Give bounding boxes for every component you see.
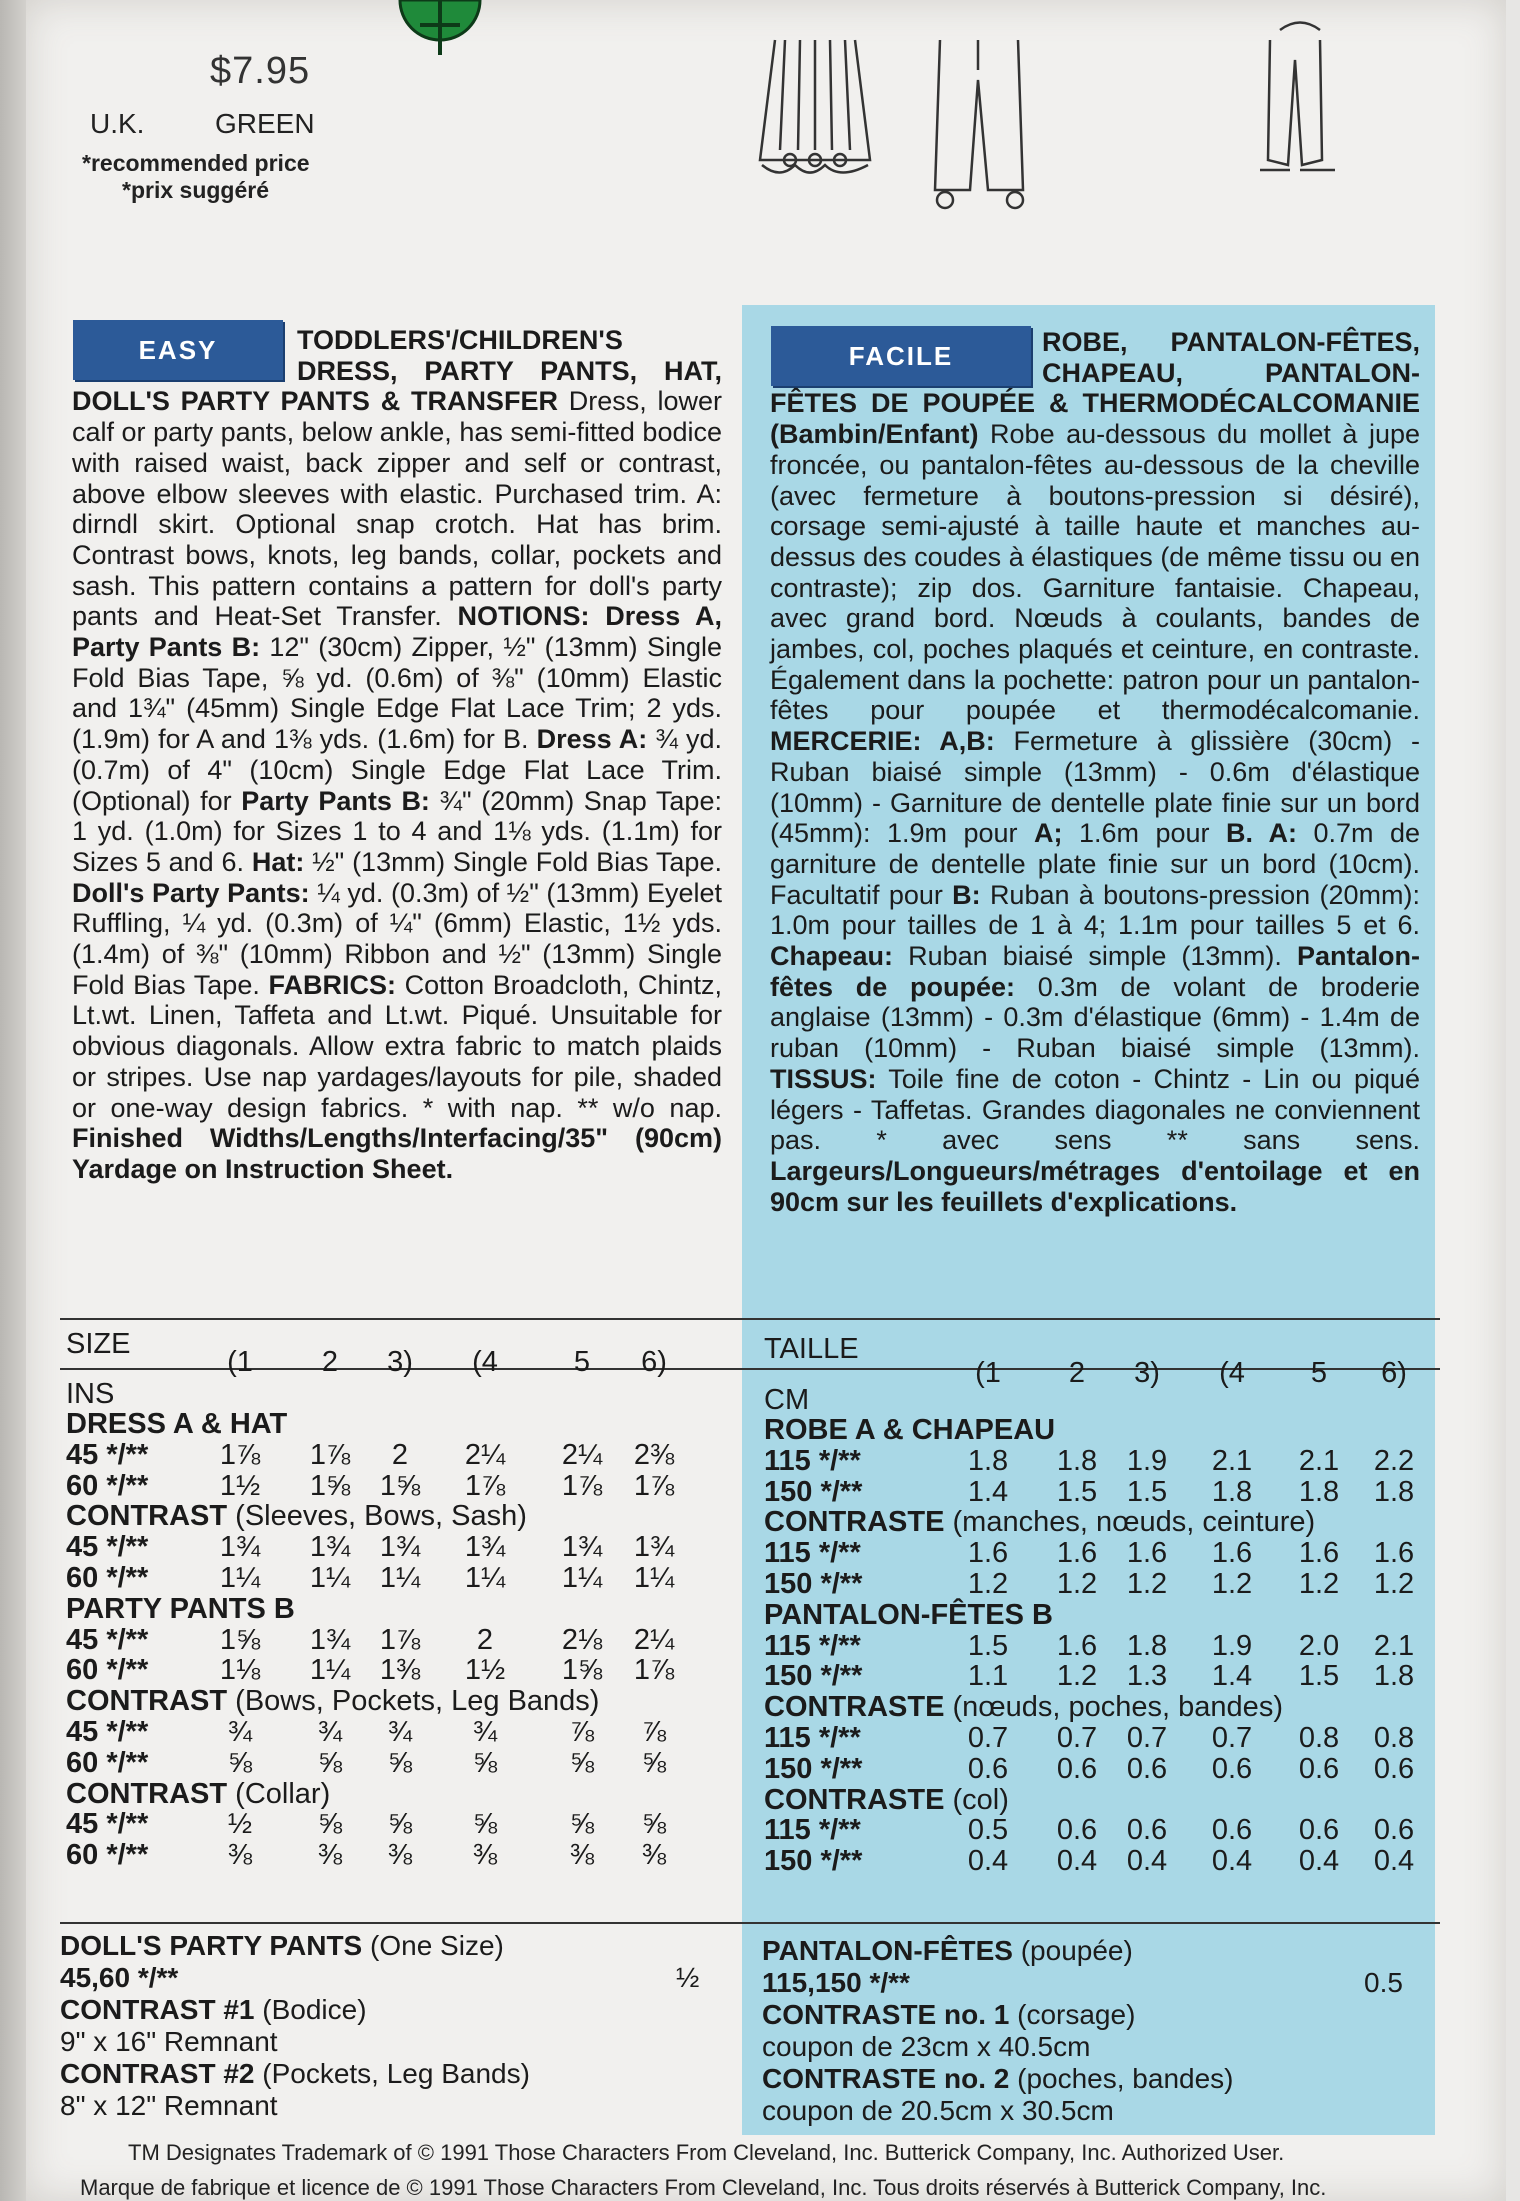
en-cell: 2⅜ — [633, 1438, 675, 1471]
dress-a-label: Dress A: — [536, 724, 648, 755]
en-row-label — [66, 1562, 148, 1595]
doll-title-sub-fr: (poupée) — [1020, 1935, 1133, 1966]
en-cell: 1¼ — [561, 1562, 603, 1594]
fr-row-label — [764, 1476, 862, 1509]
fr-cell: 1.8 — [1373, 1660, 1415, 1693]
fr-cell: 0.5 — [967, 1814, 1009, 1847]
en-cell: ⅝ — [317, 1808, 343, 1841]
fr-row-label-text: 115 */** — [764, 1444, 861, 1477]
fr-row-label-sub: (nœuds, poches, bandes) — [952, 1691, 1283, 1724]
fr-cell: 1.6 — [1056, 1537, 1098, 1570]
doll-title-sub-en: (One Size) — [370, 1930, 504, 1961]
en-row-label-sub: (Bows, Pockets, Leg Bands) — [235, 1685, 600, 1718]
en-row-label-text: 60 */** — [66, 1746, 149, 1779]
en-cell: 2⅛ — [561, 1623, 603, 1656]
doll-contrast2-sub-en: (Pockets, Leg Bands) — [262, 2058, 530, 2089]
unit-label-fr: CM — [764, 1384, 810, 1416]
dress-sketch — [760, 40, 870, 173]
fr-cell: 0.4 — [1126, 1845, 1168, 1878]
fr-cell: 0.6 — [1126, 1814, 1168, 1847]
price: $7.95 — [210, 50, 311, 92]
dress-a-text: ¾ yd. (0.7m) of 4" (10cm) Single Edge Flat Lace Trim. (Optional) for — [72, 724, 722, 816]
en-cell: 2¼ — [561, 1438, 603, 1471]
trademark-line-fr: Marque de fabrique et licence de © 1991 Those Characters From Cleveland, Inc. Tous droits réservés à Butterick Company, Inc. — [80, 2175, 1327, 2200]
mercerie-b2-label: B: — [952, 879, 981, 910]
en-row-label-text: PARTY PANTS B — [66, 1592, 295, 1625]
tissus-label: TISSUS: — [770, 1063, 877, 1094]
en-size-col-1: (1 — [227, 1346, 253, 1379]
en-row-label — [66, 1685, 599, 1718]
fr-cell: 1.2 — [1211, 1568, 1253, 1600]
fr-cell: 1.6 — [967, 1537, 1009, 1570]
en-row-label-text: 60 */** — [66, 1654, 149, 1687]
fr-row-label-text: 150 */** — [764, 1752, 863, 1785]
en-size-col-6: 6) — [641, 1346, 667, 1379]
en-cell: 1⅞ — [464, 1469, 506, 1502]
garment-sketches — [740, 0, 1440, 215]
fr-row-label — [764, 1414, 1055, 1447]
fr-cell: 1.4 — [1211, 1660, 1253, 1693]
fr-row-label — [764, 1537, 861, 1570]
en-row-label-text: 45 */** — [66, 1716, 149, 1748]
en-row-label — [66, 1624, 148, 1657]
fr-cell: 0.6 — [1211, 1752, 1253, 1785]
doll-contrast2-remnant-en: 8" x 12" Remnant — [60, 2090, 278, 2121]
fr-cell: 1.8 — [1373, 1475, 1415, 1508]
fr-row-label-text: ROBE A & CHAPEAU — [764, 1414, 1056, 1446]
green-logo-icon — [395, 0, 485, 80]
mercerie-text-3: 0.7m de garniture de dentelle plate finie sur un bord (10cm). Facultatif pour — [770, 818, 1420, 910]
doll-contrast1-remnant-en: 9" x 16" Remnant — [60, 2026, 278, 2057]
fr-cell: 0.6 — [1056, 1752, 1098, 1785]
fr-row-label-text: CONTRASTE — [764, 1506, 945, 1539]
en-cell: ¾ — [387, 1716, 413, 1748]
en-cell: 1⅝ — [379, 1469, 421, 1502]
tissus-text: Toile fine de coton - Chintz - Lin ou piqué légers - Taffetas. Grandes diagonales ne conviennent pas. * avec sens ** sans sens. — [770, 1063, 1421, 1156]
fr-row-label — [764, 1753, 862, 1786]
fr-row-label — [764, 1599, 1053, 1632]
en-cell: 2¼ — [464, 1438, 506, 1471]
english-title: TODDLERS'/CHILDREN'S DRESS, PARTY PANTS, HAT, DOLL'S PARTY PANTS & TRANSFER — [72, 325, 722, 417]
fr-row-label-text: 150 */** — [764, 1660, 863, 1693]
doll-label: Doll's Party Pants: — [72, 877, 310, 908]
en-cell: ⅝ — [569, 1808, 595, 1841]
fr-cell: 0.6 — [1373, 1752, 1415, 1785]
en-row-label — [66, 1593, 295, 1626]
en-row-label-text: 45 */** — [66, 1808, 149, 1841]
fr-row-label-text: PANTALON-FÊTES B — [764, 1598, 1053, 1631]
mercerie-b-label: B. A: — [1226, 818, 1297, 849]
en-cell: ⅜ — [472, 1839, 498, 1872]
fr-size-col-4: (4 — [1219, 1357, 1245, 1390]
fr-row-label — [764, 1568, 862, 1601]
en-row-label-text: 60 */** — [66, 1469, 149, 1502]
en-cell: 1¼ — [309, 1654, 351, 1687]
en-row-label — [66, 1654, 148, 1687]
fr-cell: 1.8 — [967, 1444, 1009, 1477]
fr-cell: 1.6 — [1298, 1537, 1340, 1570]
en-cell: 1⅞ — [561, 1469, 603, 1502]
uk-label: U.K. — [90, 108, 145, 139]
en-cell: 1⅞ — [633, 1654, 675, 1687]
french-title: ROBE, PANTALON-FÊTES, CHAPEAU, PANTALON-FÊTES DE POUPÉE & THERMODÉCALCOMANIE (Bambin/Enfant) — [770, 327, 1420, 450]
chart-doll-rule — [60, 1922, 1440, 1924]
fr-cell: 0.4 — [967, 1845, 1009, 1878]
fr-cell: 2.1 — [1298, 1444, 1340, 1477]
fr-cell: 1.1 — [967, 1660, 1009, 1693]
easy-badge: EASY — [73, 320, 283, 380]
party-pants-sketch — [935, 40, 1023, 208]
notions-text: 12" (30cm) Zipper, ½" (13mm) Single Fold Bias Tape, ⅝ yd. (0.6m) of ⅜" (10mm) Elastic and 1¾" (45mm) Single Edge Flat Lace Trim; 2 yds. (1.9m) for A and 1⅜ yds. (1.6m) for B. — [72, 632, 722, 755]
facile-badge: FACILE — [771, 326, 1031, 386]
party-pants-b-text: ¾" (20mm) Snap Tape: 1 yd. (1.0m) for Sizes 1 to 4 and 1⅛ yds. (1.1m) for Sizes 5 and 6. — [72, 785, 722, 877]
fr-row-label-text: CONTRASTE — [764, 1783, 945, 1816]
fr-cell: 2.0 — [1298, 1629, 1340, 1662]
en-cell: 1⅞ — [633, 1469, 675, 1502]
fr-row-label — [764, 1722, 861, 1755]
fr-cell: 1.2 — [967, 1568, 1009, 1600]
fr-cell: 0.8 — [1298, 1722, 1340, 1754]
en-cell: 2 — [391, 1438, 409, 1471]
en-cell: ¾ — [472, 1716, 498, 1748]
doll-text: ¼ yd. (0.3m) of ½" (13mm) Eyelet Ruffling, ¼ yd. (0.3m) of ¼" (6mm) Elastic, 1½ yds. (1.4m) of ⅜" (10mm) Ribbon and ½" (13mm) Single Fold Bias Tape. — [72, 877, 722, 1000]
en-cell: ⅜ — [387, 1839, 413, 1872]
en-row-label-text: CONTRAST — [66, 1685, 228, 1718]
mercerie-label: MERCERIE: A,B: — [770, 726, 995, 757]
fr-cell: 1.3 — [1126, 1660, 1168, 1693]
doll-row-en: 45,60 */** — [60, 1962, 179, 1993]
fr-cell: 0.7 — [967, 1722, 1009, 1754]
fr-cell: 1.6 — [1126, 1537, 1168, 1570]
trademark-line-en: TM Designates Trademark of © 1991 Those Characters From Cleveland, Inc. Butterick Company, Inc. Authorized User. — [128, 2140, 1285, 2165]
fr-row-label-text: 115 */** — [764, 1629, 861, 1662]
doll-contrast1-sub-fr: (corsage) — [1017, 1999, 1136, 2030]
en-row-label — [66, 1778, 330, 1811]
en-cell: 1⅞ — [379, 1623, 421, 1656]
fr-cell: 0.6 — [1056, 1814, 1098, 1847]
fr-cell: 0.8 — [1373, 1722, 1415, 1754]
mercerie-text-4: Ruban à boutons-pression (20mm): 1.0m pour tailles de 1 à 4; 1.1m pour tailles 5 et 6. — [770, 879, 1420, 941]
doll-contrast2-en: CONTRAST #2 — [60, 2058, 255, 2089]
fr-cell: 1.8 — [1056, 1444, 1098, 1477]
fr-row-label-text: 150 */** — [764, 1845, 863, 1878]
doll-row-value-en: ½ — [676, 1962, 700, 1993]
en-cell: ⅝ — [472, 1746, 498, 1779]
fr-size-col-2: 2 — [1068, 1357, 1086, 1390]
fr-cell: 0.4 — [1211, 1845, 1253, 1878]
fr-cell: 1.6 — [1373, 1537, 1415, 1570]
en-row-label — [66, 1808, 148, 1841]
en-cell: ⅝ — [317, 1746, 343, 1779]
doll-row-value-fr: 0.5 — [1364, 1967, 1403, 1998]
party-pants-b-label: Party Pants B: — [241, 785, 430, 816]
fr-row-label-text: CONTRASTE — [764, 1691, 945, 1724]
en-cell: 2¼ — [633, 1623, 675, 1656]
poupee-label: Pantalon-fêtes de poupée: — [770, 941, 1420, 1002]
taille-header: TAILLE — [764, 1333, 859, 1365]
fr-cell: 1.5 — [1056, 1475, 1098, 1508]
fr-size-col-3: 3) — [1134, 1357, 1160, 1390]
en-cell: ⅝ — [472, 1808, 498, 1841]
en-cell: 1¼ — [633, 1562, 675, 1594]
en-cell: ½ — [227, 1808, 253, 1841]
fr-size-col-5: 5 — [1310, 1357, 1328, 1390]
french-description-text: Robe au-dessous du mollet à jupe froncée, ou pantalon-fêtes au-dessous de la cheville (avec fermeture à boutons-pression si désiré), corsage semi-ajusté à taille haute et manches au-dessus des coudes à élastiques (de même tissu ou en contraste); zip dos. Garniture fantaisie. Chapeau, avec grand bord. Nœuds à coulants, bandes de jambes, col, poches plaqués et ceinture, en contraste. Également dans la pochette: patron pour un pantalon-fêtes pour poupée et thermodécalcomanie. — [770, 419, 1420, 726]
size-header: SIZE — [66, 1328, 131, 1360]
fr-cell: 0.6 — [967, 1752, 1009, 1785]
en-row-label-sub: (Sleeves, Bows, Sash) — [235, 1500, 527, 1533]
fr-row-label — [764, 1660, 862, 1693]
en-size-col-3: 3) — [387, 1346, 413, 1379]
fr-row-label — [764, 1845, 862, 1878]
en-row-label-text: DRESS A & HAT — [66, 1408, 288, 1440]
fabrics-text: Cotton Broadcloth, Chintz, Lt.wt. Linen, Taffeta and Lt.wt. Piqué. Unsuitable for obvious diagonals. Allow extra fabric to match plaids or stripes. Use nap yardages/layouts for pile, shaded or one-way design fabrics. * with nap. ** w/o nap. — [72, 969, 722, 1123]
en-cell: ⅝ — [387, 1808, 413, 1841]
en-size-col-5: 5 — [573, 1346, 591, 1379]
fr-row-label-sub: (manches, nœuds, ceinture) — [952, 1506, 1316, 1539]
fr-cell: 1.9 — [1211, 1629, 1253, 1662]
fr-cell: 1.2 — [1056, 1660, 1098, 1693]
fr-row-label-text: 115 */** — [764, 1722, 861, 1754]
doll-contrast1-en: CONTRAST #1 — [60, 1994, 255, 2025]
en-cell: 1¾ — [309, 1623, 351, 1656]
fr-row-label — [764, 1784, 1009, 1817]
doll-title-en: DOLL'S PARTY PANTS — [60, 1930, 363, 1961]
doll-contrast1-sub-en: (Bodice) — [262, 1994, 367, 2025]
fr-size-col-1: (1 — [975, 1357, 1001, 1390]
fr-cell: 1.9 — [1126, 1444, 1168, 1477]
fr-cell: 0.6 — [1211, 1814, 1253, 1847]
en-row-label — [66, 1470, 148, 1503]
en-row-label — [66, 1531, 148, 1564]
en-row-label — [66, 1716, 148, 1749]
en-cell: 1¼ — [464, 1562, 506, 1594]
en-cell: ⅝ — [387, 1746, 413, 1779]
en-cell: 1½ — [219, 1469, 261, 1502]
doll-contrast2-remnant-fr: coupon de 20.5cm x 30.5cm — [762, 2095, 1114, 2126]
doll-contrast2-sub-fr: (poches, bandes) — [1017, 2063, 1234, 2094]
notions-label: NOTIONS: Dress A, Party Pants B: — [72, 601, 722, 663]
en-row-label-text: 45 */** — [66, 1531, 149, 1564]
en-cell: 1¼ — [379, 1562, 421, 1594]
largeurs-label: Largeurs/Longueurs/métrages d'entoilage et en 90cm sur les feuillets d'explications. — [770, 1155, 1420, 1217]
doll-contrast1-fr: CONTRASTE no. 1 — [762, 1999, 1010, 2030]
unit-label-en: INS — [66, 1378, 115, 1410]
fr-row-label-text: 150 */** — [764, 1568, 863, 1600]
en-row-label — [66, 1500, 527, 1533]
fr-cell: 1.5 — [1298, 1660, 1340, 1693]
fr-cell: 1.2 — [1298, 1568, 1340, 1600]
fr-row-label — [764, 1445, 861, 1478]
en-row-label-text: 45 */** — [66, 1438, 149, 1471]
en-cell: 1⅞ — [309, 1438, 351, 1471]
fr-cell: 0.6 — [1298, 1752, 1340, 1785]
en-cell: 1⅛ — [219, 1654, 261, 1687]
fr-cell: 0.6 — [1298, 1814, 1340, 1847]
en-cell: 1⅜ — [379, 1654, 421, 1687]
en-row-label-text: CONTRAST — [66, 1777, 228, 1810]
en-cell: ⅝ — [641, 1808, 667, 1841]
fr-row-label-text: 115 */** — [764, 1537, 861, 1570]
english-description-text: Dress, lower calf or party pants, below ankle, has semi-fitted bodice with raised waist, back zipper and self or contrast, above elbow sleeves with elastic. Purchased trim. A: dirndl skirt. Optional snap crotch. Hat has brim. Contrast bows, knots, leg bands, collar, pockets and sash. This pattern contains a pattern for doll's party pants and Heat-Set Transfer. — [72, 386, 723, 632]
fr-cell: 1.2 — [1373, 1568, 1415, 1600]
fr-cell: 2.2 — [1373, 1444, 1415, 1477]
fr-size-col-6: 6) — [1381, 1357, 1407, 1390]
finished-label: Finished Widths/Lengths/Interfacing/35" (90cm) Yardage on Instruction Sheet. — [72, 1123, 722, 1184]
en-row-label-text: 60 */** — [66, 1562, 149, 1594]
fabrics-label: FABRICS: — [268, 969, 396, 1000]
recommended-price-en: *recommended price — [82, 150, 310, 176]
fr-cell: 1.4 — [967, 1475, 1009, 1508]
en-cell: ⅜ — [641, 1839, 667, 1872]
fr-cell: 0.6 — [1373, 1814, 1415, 1847]
fr-cell: 2.1 — [1211, 1444, 1253, 1477]
en-row-label-sub: (Collar) — [235, 1777, 331, 1810]
en-row-label — [66, 1408, 287, 1441]
fr-cell: 0.7 — [1056, 1722, 1098, 1754]
fr-cell: 0.7 — [1211, 1722, 1253, 1754]
en-cell: ⅜ — [317, 1839, 343, 1872]
fr-cell: 0.7 — [1126, 1722, 1168, 1754]
fr-cell: 1.2 — [1126, 1568, 1168, 1600]
fr-cell: 0.4 — [1056, 1845, 1098, 1878]
en-size-col-4: (4 — [472, 1346, 498, 1379]
en-cell: 2 — [476, 1623, 494, 1656]
fr-row-label — [764, 1814, 861, 1847]
fr-cell: 1.5 — [1126, 1475, 1168, 1508]
fr-row-label-text: 150 */** — [764, 1475, 863, 1508]
doll-contrast2-fr: CONTRASTE no. 2 — [762, 2063, 1010, 2094]
fr-row-label — [764, 1630, 861, 1663]
en-cell: ¾ — [227, 1716, 253, 1748]
color-label: GREEN — [215, 108, 315, 139]
mercerie-a-label: A; — [1034, 818, 1063, 849]
chart-top-rule — [60, 1318, 1440, 1320]
fr-cell: 0.4 — [1373, 1845, 1415, 1878]
fr-cell: 2.1 — [1373, 1629, 1415, 1662]
en-cell: 1¼ — [309, 1562, 351, 1594]
en-cell: 1¾ — [219, 1531, 261, 1564]
en-cell: ⅝ — [227, 1746, 253, 1779]
recommended-price-fr: *prix suggéré — [122, 177, 269, 203]
fr-cell: 1.8 — [1298, 1475, 1340, 1508]
chapeau-text: Ruban biaisé simple (13mm). — [908, 941, 1282, 972]
en-cell: ⅝ — [641, 1746, 667, 1779]
en-cell: 1¾ — [633, 1531, 675, 1564]
en-cell: ⅜ — [569, 1839, 595, 1872]
fr-cell: 0.4 — [1298, 1845, 1340, 1878]
en-cell: 1⅝ — [219, 1623, 261, 1656]
en-cell: 1¾ — [309, 1531, 351, 1564]
fr-row-label — [764, 1506, 1315, 1539]
en-cell: ⅝ — [569, 1746, 595, 1779]
fr-cell: 1.6 — [1056, 1629, 1098, 1662]
en-cell: 1⅞ — [219, 1438, 261, 1471]
en-row-label — [66, 1839, 148, 1872]
fr-cell: 1.2 — [1056, 1568, 1098, 1600]
english-description — [72, 325, 722, 1185]
en-row-label-text: 45 */** — [66, 1623, 149, 1656]
fr-cell: 1.5 — [967, 1629, 1009, 1662]
hat-text: ½" (13mm) Single Fold Bias Tape. — [312, 846, 722, 877]
fr-row-label — [764, 1691, 1283, 1724]
en-row-label — [66, 1747, 148, 1780]
en-cell: 1¾ — [379, 1531, 421, 1564]
en-cell: 1¾ — [464, 1531, 506, 1564]
en-cell: ⅞ — [641, 1716, 667, 1748]
en-cell: 1⅝ — [561, 1654, 603, 1687]
en-size-col-2: 2 — [321, 1346, 339, 1379]
en-cell: 1½ — [464, 1654, 506, 1687]
doll-pants-sketch — [1260, 23, 1335, 171]
french-description — [770, 327, 1420, 1217]
chapeau-label: Chapeau: — [770, 941, 894, 972]
en-row-label — [66, 1439, 148, 1472]
mercerie-text: Fermeture à glissière (30cm) - Ruban biaisé simple (13mm) - 0.6m d'élastique (10mm) - Garniture de dentelle plate finie sur un bord (45mm): 1.9m pour — [770, 726, 1420, 849]
fr-row-label-sub: (col) — [952, 1783, 1009, 1816]
fr-cell: 1.6 — [1211, 1537, 1253, 1570]
fr-row-label-text: 115 */** — [764, 1814, 861, 1847]
en-cell: 1¾ — [561, 1531, 603, 1564]
doll-title-fr: PANTALON-FÊTES — [762, 1935, 1013, 1966]
fr-cell: 1.8 — [1211, 1475, 1253, 1508]
fr-cell: 1.8 — [1126, 1629, 1168, 1662]
en-cell: ¾ — [317, 1716, 343, 1748]
mercerie-text-2: 1.6m pour — [1078, 818, 1210, 849]
fr-cell: 0.6 — [1126, 1752, 1168, 1785]
poupee-text: 0.3m de volant de broderie anglaise (13mm) - 0.3m d'élastique (6mm) - 1.4m de ruban (10mm) - Ruban biaisé simple (13mm). — [770, 971, 1420, 1064]
en-cell: ⅞ — [569, 1716, 595, 1748]
en-row-label-text: CONTRAST — [66, 1500, 228, 1533]
en-cell: 1⅝ — [309, 1469, 351, 1502]
en-row-label-text: 60 */** — [66, 1839, 149, 1872]
en-cell: 1¼ — [219, 1562, 261, 1594]
hat-label: Hat: — [251, 846, 305, 877]
en-cell: ⅜ — [227, 1839, 253, 1872]
doll-row-fr: 115,150 */** — [762, 1967, 910, 1998]
doll-contrast1-remnant-fr: coupon de 23cm x 40.5cm — [762, 2031, 1091, 2062]
